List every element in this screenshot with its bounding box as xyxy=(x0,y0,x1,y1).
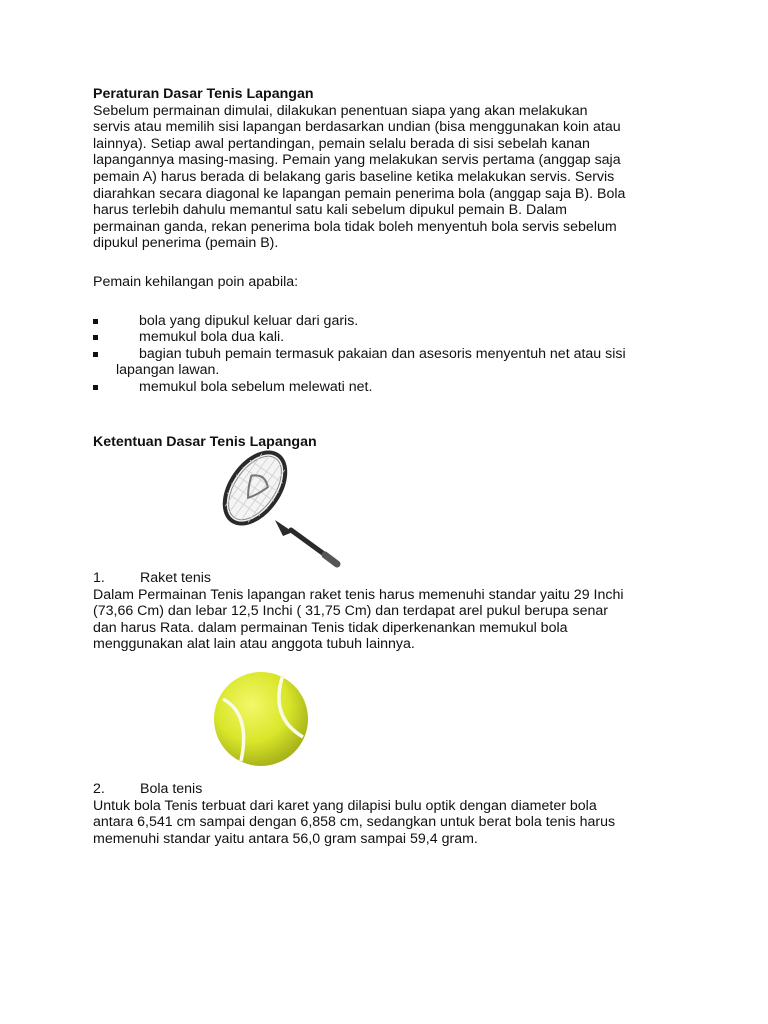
item-title: Raket tenis xyxy=(140,570,211,587)
section-heading-rules: Peraturan Dasar Tenis Lapangan xyxy=(93,86,314,102)
paragraph-line: Untuk bola Tenis terbuat dari karet yang dilapisi bulu optik dengan diameter bola xyxy=(93,797,597,814)
paragraph-line: menggunakan alat lain atau anggota tubuh lainnya. xyxy=(93,636,415,653)
list-item xyxy=(93,379,693,396)
list-item xyxy=(93,329,693,346)
racket-figure xyxy=(93,450,693,570)
list-item-text: bola yang dipukul keluar dari garis. xyxy=(139,312,359,329)
list-item-text: bagian tubuh pemain termasuk pakaian dan asesoris menyentuh net atau sisi xyxy=(139,345,626,362)
item-header xyxy=(93,781,693,798)
rules-paragraph xyxy=(93,103,693,252)
paragraph-line: diarahkan secara diagonal ke lapangan pemain penerima bola (anggap saja B). Bola xyxy=(93,185,626,202)
tennis-racket-icon xyxy=(213,450,343,572)
paragraph-line: lainnya). Setiap awal pertandingan, pemain selalu berada di sisi sebelah kanan xyxy=(93,135,590,152)
list-item-text: memukul bola sebelum melewati net. xyxy=(139,378,373,395)
ball-description xyxy=(93,798,693,848)
item-header xyxy=(93,570,693,587)
paragraph-line: dan harus Rata. dalam permainan Tenis tidak diperkenankan memukul bola xyxy=(93,619,568,636)
paragraph-line: pemain A) harus berada di belakang garis baseline ketika melakukan servis. Servis xyxy=(93,168,615,185)
paragraph-line: Dalam Permainan Tenis lapangan raket tenis harus memenuhi standar yaitu 29 Inchi xyxy=(93,586,624,603)
paragraph-line: lapangannya masing-masing. Pemain yang melakukan servis pertama (anggap saja xyxy=(93,152,621,169)
square-bullet-icon xyxy=(93,385,98,390)
paragraph-line: dipukul penerima (pemain B). xyxy=(93,235,279,252)
document-page xyxy=(93,86,693,847)
item-number: 1. xyxy=(93,570,105,587)
paragraph-line: servis atau memilih sisi lapangan berdasarkan undian (bisa menggunakan koin atau xyxy=(93,119,621,136)
ball-figure xyxy=(93,669,693,781)
paragraph-line: permainan ganda, rekan penerima bola tidak boleh menyentuh bola servis sebelum xyxy=(93,218,617,235)
list-item-text-continuation: lapangan lawan. xyxy=(116,362,220,379)
lose-point-list xyxy=(93,313,693,396)
list-item xyxy=(93,346,693,379)
square-bullet-icon xyxy=(93,352,98,357)
item-number: 2. xyxy=(93,781,105,798)
item-title: Bola tenis xyxy=(140,781,203,798)
lose-point-intro: Pemain kehilangan poin apabila: xyxy=(93,273,299,290)
paragraph-line: Sebelum permainan dimulai, dilakukan penentuan siapa yang akan melakukan xyxy=(93,102,588,119)
square-bullet-icon xyxy=(93,335,98,340)
list-item-text: memukul bola dua kali. xyxy=(139,329,285,346)
racket-description xyxy=(93,587,693,653)
paragraph-line: harus terlebih dahulu memantul satu kali sebelum dipukul pemain B. Dalam xyxy=(93,202,567,219)
square-bullet-icon xyxy=(93,319,98,324)
section-heading-provisions: Ketentuan Dasar Tenis Lapangan xyxy=(93,433,317,450)
paragraph-line: antara 6,541 cm sampai dengan 6,858 cm, sedangkan untuk berat bola tenis harus xyxy=(93,814,616,831)
tennis-ball-icon xyxy=(211,669,311,769)
paragraph-line: (73,66 Cm) dan lebar 12,5 Inchi ( 31,75 Cm) dan terdapat arel pukul berupa senar xyxy=(93,603,608,620)
list-item xyxy=(93,313,693,330)
paragraph-line: memenuhi standar yaitu antara 56,0 gram sampai 59,4 gram. xyxy=(93,830,478,847)
